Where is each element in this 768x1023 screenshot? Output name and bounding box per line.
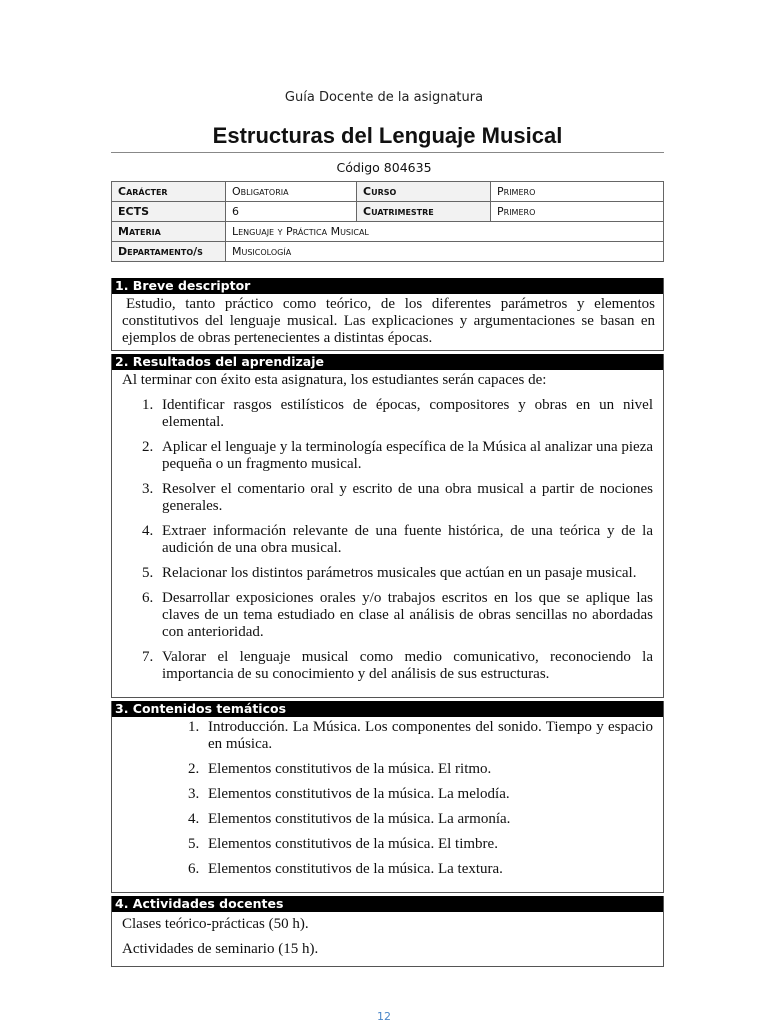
list-item bbox=[142, 565, 653, 582]
value-cuatrimestre: Primero bbox=[491, 202, 664, 222]
list-text: Valorar el lenguaje musical como medio comunicativo, reconociendo la importancia de su conocimiento y del análisis de sus estructuras. bbox=[162, 649, 653, 682]
list-number: 6. bbox=[142, 590, 154, 606]
list-number: 2. bbox=[188, 761, 200, 777]
section-resultados bbox=[111, 354, 664, 698]
list-item bbox=[142, 439, 653, 473]
section-descriptor bbox=[111, 278, 664, 351]
label-curso: Curso bbox=[357, 182, 491, 202]
list-item bbox=[188, 719, 653, 753]
list-text: Elementos constitutivos de la música. La armonía. bbox=[208, 811, 511, 827]
list-item bbox=[142, 649, 653, 683]
list-item bbox=[188, 761, 653, 778]
section-actividades bbox=[111, 896, 664, 967]
list-text: Elementos constitutivos de la música. La melodía. bbox=[208, 786, 510, 802]
page-number: 12 bbox=[377, 1010, 391, 1023]
value-caracter: Obligatoria bbox=[226, 182, 357, 202]
list-text: Elementos constitutivos de la música. El ritmo. bbox=[208, 761, 492, 777]
list-number: 3. bbox=[142, 481, 154, 497]
list-text: Desarrollar exposiciones orales y/o trabajos escritos en los que se aplique las claves de un tema estudiado en clase al análisis de obras sencillas no abordadas con anterioridad. bbox=[162, 590, 653, 640]
list-text: Elementos constitutivos de la música. La textura. bbox=[208, 861, 503, 877]
list-number: 4. bbox=[142, 523, 154, 539]
value-departamento: Musicología bbox=[226, 242, 664, 262]
list-number: 1. bbox=[188, 719, 200, 735]
section-contenidos bbox=[111, 701, 664, 893]
list-number: 4. bbox=[188, 811, 200, 827]
list-text: Relacionar los distintos parámetros musicales que actúan en un pasaje musical. bbox=[162, 565, 637, 581]
course-code: Código 804635 bbox=[336, 160, 432, 175]
list-number: 6. bbox=[188, 861, 200, 877]
page-title: Estructuras del Lenguaje Musical bbox=[111, 123, 664, 153]
list-item bbox=[142, 590, 653, 641]
list-text: Elementos constitutivos de la música. El timbre. bbox=[208, 836, 498, 852]
activity-item: Actividades de seminario (15 h). bbox=[122, 941, 319, 957]
value-ects: 6 bbox=[226, 202, 357, 222]
list-number: 5. bbox=[142, 565, 154, 581]
label-departamento: Departamento/s bbox=[112, 242, 226, 262]
list-number: 1. bbox=[142, 397, 154, 413]
section-heading: 2. Resultados del aprendizaje bbox=[112, 354, 663, 370]
label-ects: ECTS bbox=[112, 202, 226, 222]
value-curso: Primero bbox=[491, 182, 664, 202]
list-item bbox=[142, 481, 653, 515]
section-text: Estudio, tanto práctico como teórico, de los diferentes parámetros y elementos constitutivos del lenguaje musical. Las explicaciones y argumentaciones se basan en ejemplos de obras pertenecientes a distintas épocas. bbox=[122, 296, 655, 346]
running-header: Guía Docente de la asignatura bbox=[284, 90, 484, 105]
list-item bbox=[188, 811, 653, 828]
list-item bbox=[142, 523, 653, 557]
list-text: Identificar rasgos estilísticos de épocas, compositores y obras en un nivel elemental. bbox=[162, 397, 653, 430]
list-number: 7. bbox=[142, 649, 154, 665]
label-materia: Materia bbox=[112, 222, 226, 242]
section-heading: 1. Breve descriptor bbox=[112, 278, 663, 294]
section-heading: 4. Actividades docentes bbox=[112, 896, 663, 912]
label-caracter: Carácter bbox=[112, 182, 226, 202]
label-cuatrimestre: Cuatrimestre bbox=[357, 202, 491, 222]
list-item bbox=[142, 397, 653, 431]
section-intro: Al terminar con éxito esta asignatura, los estudiantes serán capaces de: bbox=[122, 372, 547, 388]
list-text: Resolver el comentario oral y escrito de una obra musical a partir de nociones generales. bbox=[162, 481, 653, 514]
list-item bbox=[188, 861, 653, 878]
list-text: Extraer información relevante de una fuente histórica, de una teórica y de la audición de una obra musical. bbox=[162, 523, 653, 556]
activity-item: Clases teórico-prácticas (50 h). bbox=[122, 916, 309, 932]
list-number: 5. bbox=[188, 836, 200, 852]
value-materia: Lenguaje y Práctica Musical bbox=[226, 222, 664, 242]
list-item bbox=[188, 786, 653, 803]
section-heading: 3. Contenidos temáticos bbox=[112, 701, 663, 717]
list-text: Aplicar el lenguaje y la terminología específica de la Música al analizar una pieza pequeña o un fragmento musical. bbox=[162, 439, 654, 472]
list-number: 3. bbox=[188, 786, 200, 802]
list-item bbox=[188, 836, 653, 853]
list-number: 2. bbox=[142, 439, 154, 455]
list-text: Introducción. La Música. Los componentes del sonido. Tiempo y espacio en música. bbox=[208, 719, 653, 752]
